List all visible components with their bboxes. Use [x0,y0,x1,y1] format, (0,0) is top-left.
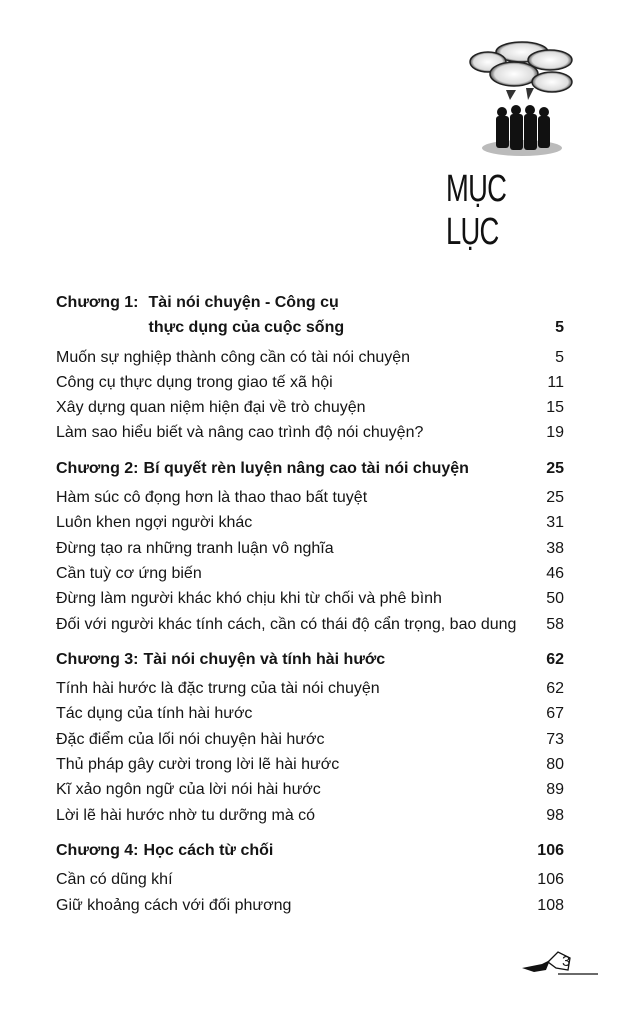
chapter-title: Tài nói chuyện - Công cụ [148,294,339,311]
toc-entry-title: Làm sao hiểu biết và nâng cao trình độ nói chuyện? [56,424,424,442]
toc-entry-page: 106 [537,871,564,889]
toc-entry-page: 67 [546,705,564,723]
toc-entry[interactable] [56,777,564,802]
quill-ornament-icon [520,950,600,980]
toc-entry[interactable] [56,586,564,611]
chapter-page-number: 62 [546,650,564,668]
toc-entry[interactable] [56,803,564,828]
toc-entry[interactable] [56,676,564,701]
toc-entry[interactable] [56,727,564,752]
toc-chapter-4[interactable] [56,838,564,863]
toc-entry-page: 50 [546,590,564,608]
toc-entry-page: 5 [555,348,564,366]
toc-entry-page: 98 [546,806,564,824]
chapter-page-number: 5 [555,319,564,337]
toc-entry-title: Kĩ xảo ngôn ngữ của lời nói hài hước [56,781,321,799]
toc-entry[interactable] [56,561,564,586]
toc-entry[interactable] [56,420,564,445]
table-of-contents [56,290,564,918]
toc-entry-page: 89 [546,781,564,799]
chapter-title: Học cách từ chối [143,841,274,859]
toc-entry[interactable] [56,867,564,892]
toc-entry-title: Luôn khen ngợi người khác [56,514,253,532]
toc-entry[interactable] [56,612,564,637]
toc-entry-title: Thủ pháp gây cười trong lời lẽ hài hước [56,756,340,774]
toc-entry-title: Cần tuỳ cơ ứng biến [56,564,202,582]
toc-entry-page: 108 [537,896,564,914]
toc-entry-page: 19 [546,424,564,442]
toc-entry-title: Lời lẽ hài hước nhờ tu dưỡng mà có [56,806,316,824]
toc-entry[interactable] [56,395,564,420]
chapter-page-number: 25 [546,459,564,477]
toc-entry-title: Giữ khoảng cách với đối phương [56,896,292,914]
toc-entry-page: 15 [546,399,564,417]
toc-chapter-3[interactable] [56,647,564,672]
toc-entry-title: Đừng tạo ra những tranh luận vô nghĩa [56,539,334,557]
chapter-label: Chương 2: [56,459,139,477]
toc-entry[interactable] [56,370,564,395]
toc-entry-page: 46 [546,564,564,582]
chapter-title: Tài nói chuyện và tính hài hước [143,650,386,668]
toc-entry-page: 62 [546,680,564,698]
toc-entry-title: Tính hài hước là đặc trưng của tài nói chuyện [56,680,380,698]
toc-entry[interactable] [56,536,564,561]
chapter-label: Chương 4: [56,841,139,859]
toc-entry-page: 31 [546,514,564,532]
page-number: 3 [562,953,571,970]
toc-entry-title: Cần có dũng khí [56,871,173,889]
toc-entry-title: Đừng làm người khác khó chịu khi từ chối và phê bình [56,590,442,608]
toc-chapter-2[interactable] [56,456,564,481]
toc-entry-page: 73 [546,730,564,748]
toc-entry-page: 11 [547,373,564,391]
toc-entry-page: 58 [546,615,564,633]
chapter-label: Chương 1: [56,294,139,311]
toc-chapter-1[interactable] [56,290,564,341]
chapter-title: Bí quyết rèn luyện nâng cao tài nói chuyện [143,459,469,477]
toc-entry-title: Đặc điểm của lối nói chuyện hài hước [56,730,325,748]
toc-entry-title: Đối với người khác tính cách, cần có thái độ cẩn trọng, bao dung [56,615,517,633]
toc-entry[interactable] [56,701,564,726]
toc-entry[interactable] [56,485,564,510]
toc-entry-title: Công cụ thực dụng trong giao tế xã hội [56,373,333,391]
toc-entry[interactable] [56,752,564,777]
toc-entry-title: Xây dựng quan niệm hiện đại về trò chuyện [56,399,366,417]
people-speech-bubbles-icon [466,30,578,160]
toc-entry[interactable] [56,893,564,918]
toc-entry-page: 80 [546,756,564,774]
toc-entry-title: Tác dụng của tính hài hước [56,705,253,723]
toc-entry-title: Muốn sự nghiệp thành công cần có tài nói chuyện [56,348,411,366]
chapter-page-number: 106 [537,841,564,859]
toc-entry-title: Hàm súc cô đọng hơn là thao thao bất tuyệt [56,489,368,507]
chapter-label: Chương 3: [56,650,139,668]
toc-entry[interactable] [56,510,564,535]
chapter-title: thực dụng của cuộc sống [148,319,345,337]
toc-entry-page: 38 [546,539,564,557]
page-title: MỤC LỤC [446,168,507,253]
toc-entry-page: 25 [546,489,564,507]
toc-entry[interactable] [56,345,564,370]
